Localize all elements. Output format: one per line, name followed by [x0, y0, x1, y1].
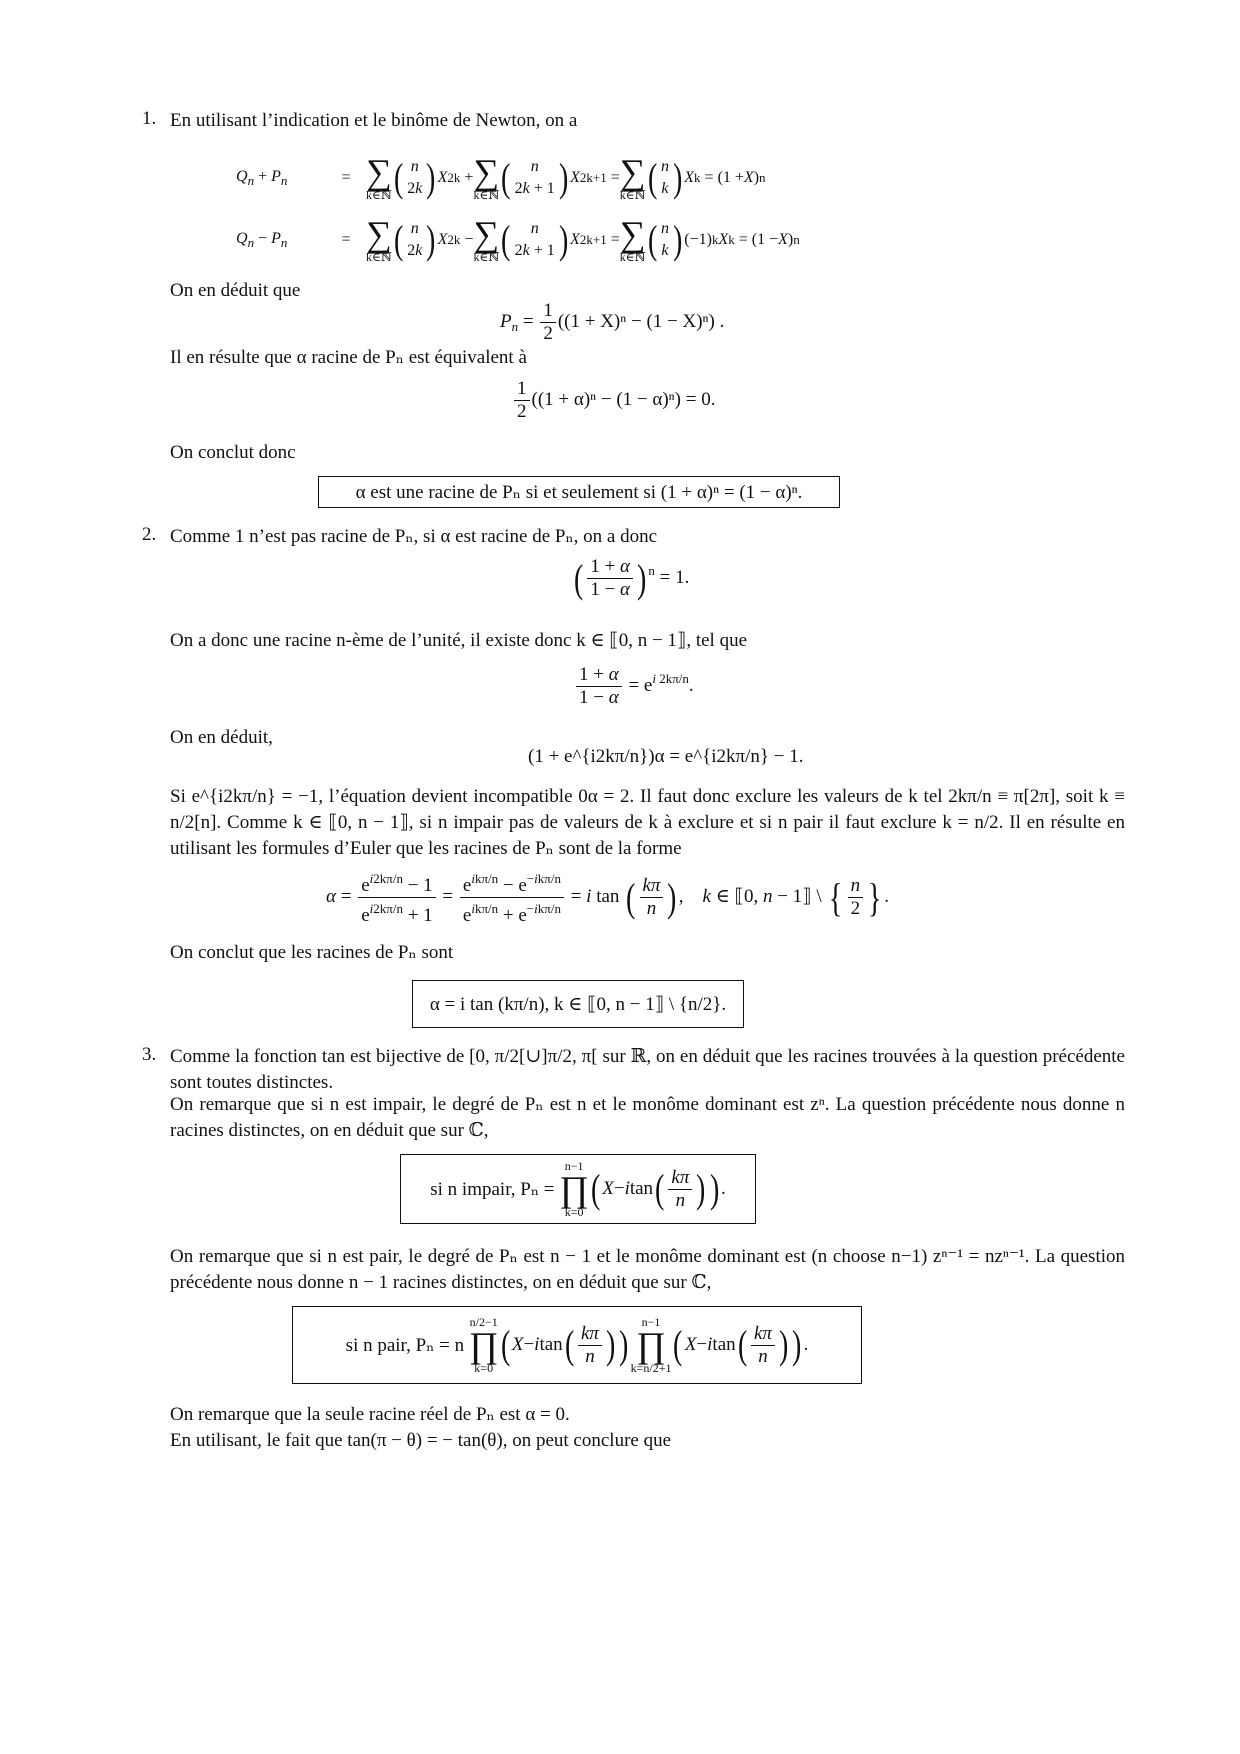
equation: α = $\frac{e^{i2k\pi/n} - 1}{e^{i2k\pi/n} + 1}$ = $\frac{e^{ik\pi/n} - e^{-ik\pi/n}}{e^{ik\pi/n} + e^{-ik\pi/n}}$ = i tan ( $\frac{k\pi}{n}$ ) , k ∈ ⟦0, n − 1⟧ \ { $\frac{n}{2}$ } .: [326, 868, 889, 927]
paragraph: On conclut que les racines de Pₙ sont: [170, 942, 454, 963]
result-box: si n pair, Pₙ = n n/2−1 ∏ k=0 ( X − i tan ( $\frac{k\pi}{n}$ ) ) n−1 ∏ k=n/2+1 ( X − i tan ( $\frac{k\pi}{n}$ ) ) .: [292, 1306, 862, 1384]
paragraph: On a donc une racine n-ème de l’unité, il existe donc k ∈ ⟦0, n − 1⟧, tel que: [170, 630, 748, 651]
paragraph: Comme la fonction tan est bijective de [0, π/2[∪]π/2, π[ sur ℝ, on en déduit que les racines trouvées à la question précédente sont toutes distinctes.: [170, 1046, 1125, 1093]
result-box: si n impair, Pₙ = n−1 ∏ k=0 ( X − i tan ( $\frac{k\pi}{n}$ ) ) .: [400, 1154, 756, 1224]
item-number: 3.: [142, 1044, 157, 1065]
item-number: 2.: [142, 524, 157, 545]
equation: $\frac{1}{2}$ ((1 + α)ⁿ − (1 − α)ⁿ) = 0.: [512, 378, 715, 423]
result-box: α est une racine de Pₙ si et seulement si (1 + α)ⁿ = (1 − α)ⁿ.: [318, 476, 840, 508]
paragraph: On remarque que la seule racine réel de Pₙ est α = 0.: [170, 1404, 570, 1425]
equation: ( $\frac{1 + \alpha}{1 - \alpha}$ ) $^n$ = 1.: [573, 555, 690, 601]
item-number: 1.: [142, 108, 157, 129]
paragraph: En utilisant l’indication et le binôme de Newton, on a: [170, 110, 578, 131]
paragraph: En utilisant, le fait que tan(π − θ) = − tan(θ), on peut conclure que: [170, 1430, 672, 1451]
paragraph: On en déduit que: [170, 280, 301, 301]
equation-row: $Q_n + P_n$ = ∑ k∈ℕ ( n 2k ) X 2k + ∑ k∈ℕ ( n 2k + 1 ) X 2k+1 = ∑ k∈ℕ ( n k ) X k = (1 + X ) n: [236, 152, 766, 202]
equation: $\frac{1 + \alpha}{1 - \alpha}$ = $e^{i 2k\pi/n}$.: [574, 664, 694, 709]
equation: $P_n$ = $\frac{1}{2}$ ((1 + X)ⁿ − (1 − X)ⁿ) .: [500, 300, 725, 344]
paragraph: Si e^{i2kπ/n} = −1, l’équation devient incompatible 0α = 2. Il faut donc exclure les valeurs de k tel 2kπ/n ≡ π[2π], soit k ≡ n/2[n]. Comme k ∈ ⟦0, n − 1⟧, si n impair pas de valeurs de k à exclure et si n pair il faut exclure k = n/2. Il en résulte en utilisant les formules d’Euler que les racines de Pₙ sont de la forme: [170, 786, 1125, 859]
result-box: α = i tan (kπ/n), k ∈ ⟦0, n − 1⟧ \ {n/2}.: [412, 980, 744, 1028]
paragraph: On en déduit,: [170, 727, 273, 748]
paragraph: On remarque que si n est pair, le degré de Pₙ est n − 1 et le monôme dominant est (n choose n−1) zⁿ⁻¹ = nzⁿ⁻¹. La question précédente nous donne n − 1 racines distinctes, on en déduit que sur ℂ,: [170, 1246, 1125, 1293]
paragraph: Comme 1 n’est pas racine de Pₙ, si α est racine de Pₙ, on a donc: [170, 526, 658, 547]
paragraph: Il en résulte que α racine de Pₙ est équivalent à: [170, 347, 527, 368]
paragraph: On conclut donc: [170, 442, 296, 463]
equation-row: $Q_n - P_n$ = ∑ k∈ℕ ( n 2k ) X 2k − ∑ k∈ℕ ( n 2k + 1 ) X 2k+1 = ∑ k∈ℕ ( n k ) (−1) k X k = (1 − X ) n: [236, 214, 800, 264]
paragraph: On remarque que si n est impair, le degré de Pₙ est n et le monôme dominant est zⁿ. La question précédente nous donne n racines distinctes, on en déduit que sur ℂ,: [170, 1094, 1125, 1141]
equation: (1 + e^{i2kπ/n})α = e^{i2kπ/n} − 1.: [528, 746, 804, 767]
